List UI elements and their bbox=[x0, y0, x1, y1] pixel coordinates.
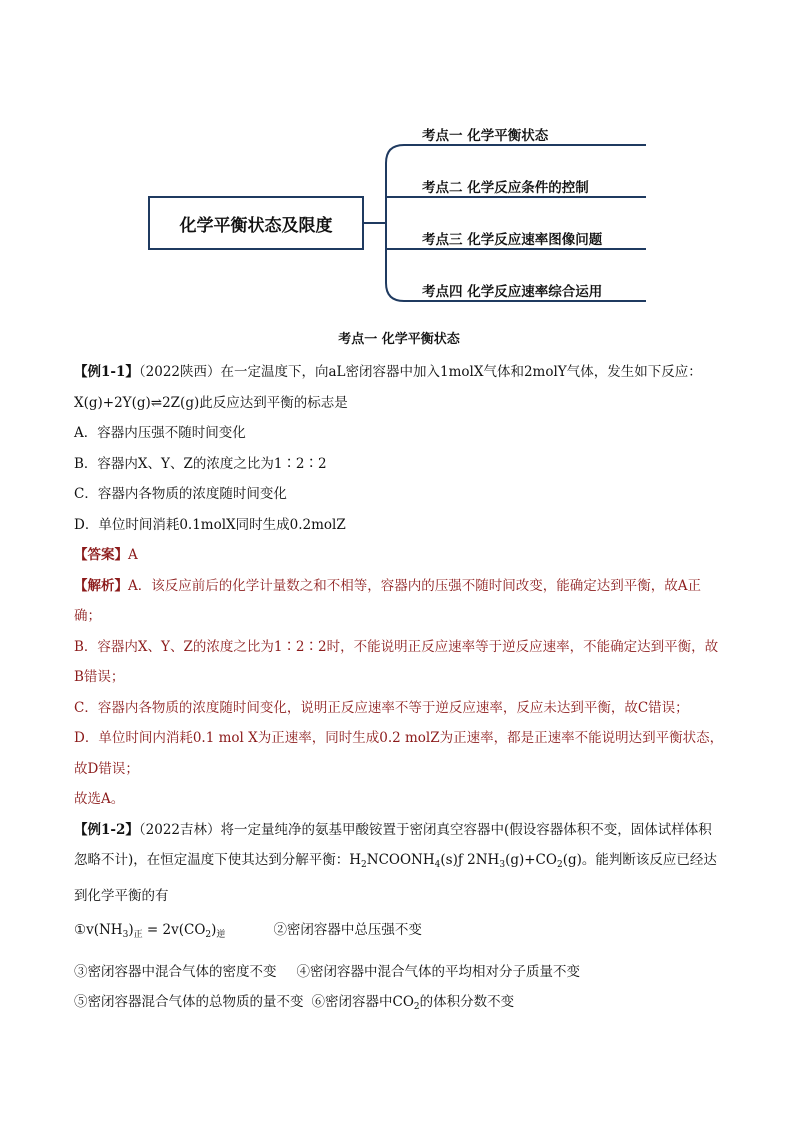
analysis-c: C．容器内各物质的浓度随时间变化，说明正反应速率不等于逆反应速率，反应未达到平衡，故C错误； bbox=[74, 699, 689, 716]
example-1-2-stem bbox=[74, 815, 724, 912]
stem-sub-3: 3 bbox=[499, 860, 506, 870]
conclusion: 故选A。 bbox=[74, 791, 125, 807]
statement-row-1 bbox=[74, 915, 724, 951]
example-1-2-stem-2: NCOONH bbox=[366, 852, 435, 868]
answer-line bbox=[74, 540, 724, 571]
example-1-2-stem-5: (g)。能判断该反应已经达到化学平衡的有 bbox=[74, 852, 717, 904]
section-title: 考点一 化学平衡状态 bbox=[338, 332, 460, 347]
analysis-a bbox=[74, 571, 724, 632]
statement-1-c: = 2v(CO bbox=[142, 922, 206, 938]
branch-bracket bbox=[386, 145, 404, 301]
statement-row-2 bbox=[74, 957, 724, 988]
stem-sub-2: 4 bbox=[434, 860, 441, 870]
stem-sub-4: 2 bbox=[556, 860, 563, 870]
example-1-2-stem-4: (g)+CO bbox=[505, 852, 557, 868]
option-d: D．单位时间消耗0.1molX同时生成0.2molZ bbox=[74, 516, 346, 533]
option-b: B．容器内X、Y、Z的浓度之比为1∶2∶2 bbox=[74, 455, 327, 472]
statement-row-3 bbox=[74, 987, 724, 1023]
mind-map-branch-4: 考点四 化学反应速率综合运用 bbox=[422, 284, 603, 300]
stem-sub-1: 2 bbox=[361, 860, 367, 870]
answer-value: A bbox=[128, 547, 138, 563]
mind-map-branch-3: 考点三 化学反应速率图像问题 bbox=[422, 232, 603, 248]
example-1-1-reaction: X(g)+2Y(g)⇌2Z(g)此反应达到平衡的标志是 bbox=[74, 394, 348, 411]
statement-1-d: ) bbox=[211, 922, 217, 938]
analysis-tag: 【解析】 bbox=[74, 577, 128, 594]
statement-2: ②密闭容器中总压强不变 bbox=[273, 922, 422, 938]
answer-tag: 【答案】 bbox=[74, 547, 128, 563]
mind-map-branch-2: 考点二 化学反应条件的控制 bbox=[422, 180, 589, 196]
statement-6-a: ⑥密闭容器中CO bbox=[311, 994, 414, 1010]
statement-1-b: ) bbox=[128, 922, 134, 938]
example-1-1-tag: 【例1-1】 bbox=[74, 364, 139, 380]
analysis-b: B．容器内X、Y、Z的浓度之比为1∶2∶2时，不能说明正反应速率等于逆反应速率，不能确定达到平衡，故B错误； bbox=[74, 638, 719, 685]
statement-1-a: ①v(NH bbox=[74, 922, 123, 938]
example-1-2-tag: 【例1-2】 bbox=[74, 821, 139, 838]
statement-6 bbox=[312, 994, 515, 1010]
statement-3: ③密闭容器中混合气体的密度不变 bbox=[74, 963, 277, 980]
statement-1-sub-1: 3 bbox=[122, 930, 129, 940]
example-1-2-stem-1: （2022吉林）将一定量纯净的氨基甲酸铵置于密闭真空容器中(假设容器体积不变，固体试样体积忽略不计)，在恒定温度下使其达到分解平衡：H bbox=[74, 821, 712, 868]
statement-1-sub-4: 逆 bbox=[216, 930, 226, 940]
mind-map-root: 化学平衡状态及限度 bbox=[148, 196, 364, 250]
document-body bbox=[74, 328, 724, 1023]
example-1-1-stem bbox=[74, 357, 724, 388]
statement-6-sub: 2 bbox=[413, 1002, 420, 1012]
option-c: C．容器内各物质的浓度随时间变化 bbox=[74, 486, 287, 502]
mind-map bbox=[0, 0, 794, 320]
mind-map-branch-1: 考点一 化学平衡状态 bbox=[422, 128, 549, 144]
option-a: A．容器内压强不随时间变化 bbox=[74, 425, 246, 441]
statement-1-sub-2: 正 bbox=[133, 930, 143, 940]
statement-4: ④密闭容器中混合气体的平均相对分子质量不变 bbox=[296, 963, 580, 980]
example-1-2-stem-3: (s)ƒ 2NH bbox=[440, 852, 500, 868]
analysis-a-text: A．该反应前后的化学计量数之和不相等，容器内的压强不随时间改变，能确定达到平衡，故A正确； bbox=[74, 577, 701, 624]
example-1-1-stem-text: （2022陕西）在一定温度下，向aL密闭容器中加入1molX气体和2molY气体，发生如下反应： bbox=[138, 364, 702, 380]
statement-1-sub-3: 2 bbox=[205, 930, 212, 940]
statement-1 bbox=[74, 922, 225, 938]
statement-5: ⑤密闭容器混合气体的总物质的量不变 bbox=[74, 994, 304, 1010]
statement-6-b: 的体积分数不变 bbox=[419, 994, 515, 1010]
mind-map-connectors bbox=[0, 0, 794, 320]
analysis-d: D．单位时间内消耗0.1 mol X为正速率，同时生成0.2 molZ为正速率，都是正速率不能说明达到平衡状态，故D错误； bbox=[74, 730, 724, 777]
